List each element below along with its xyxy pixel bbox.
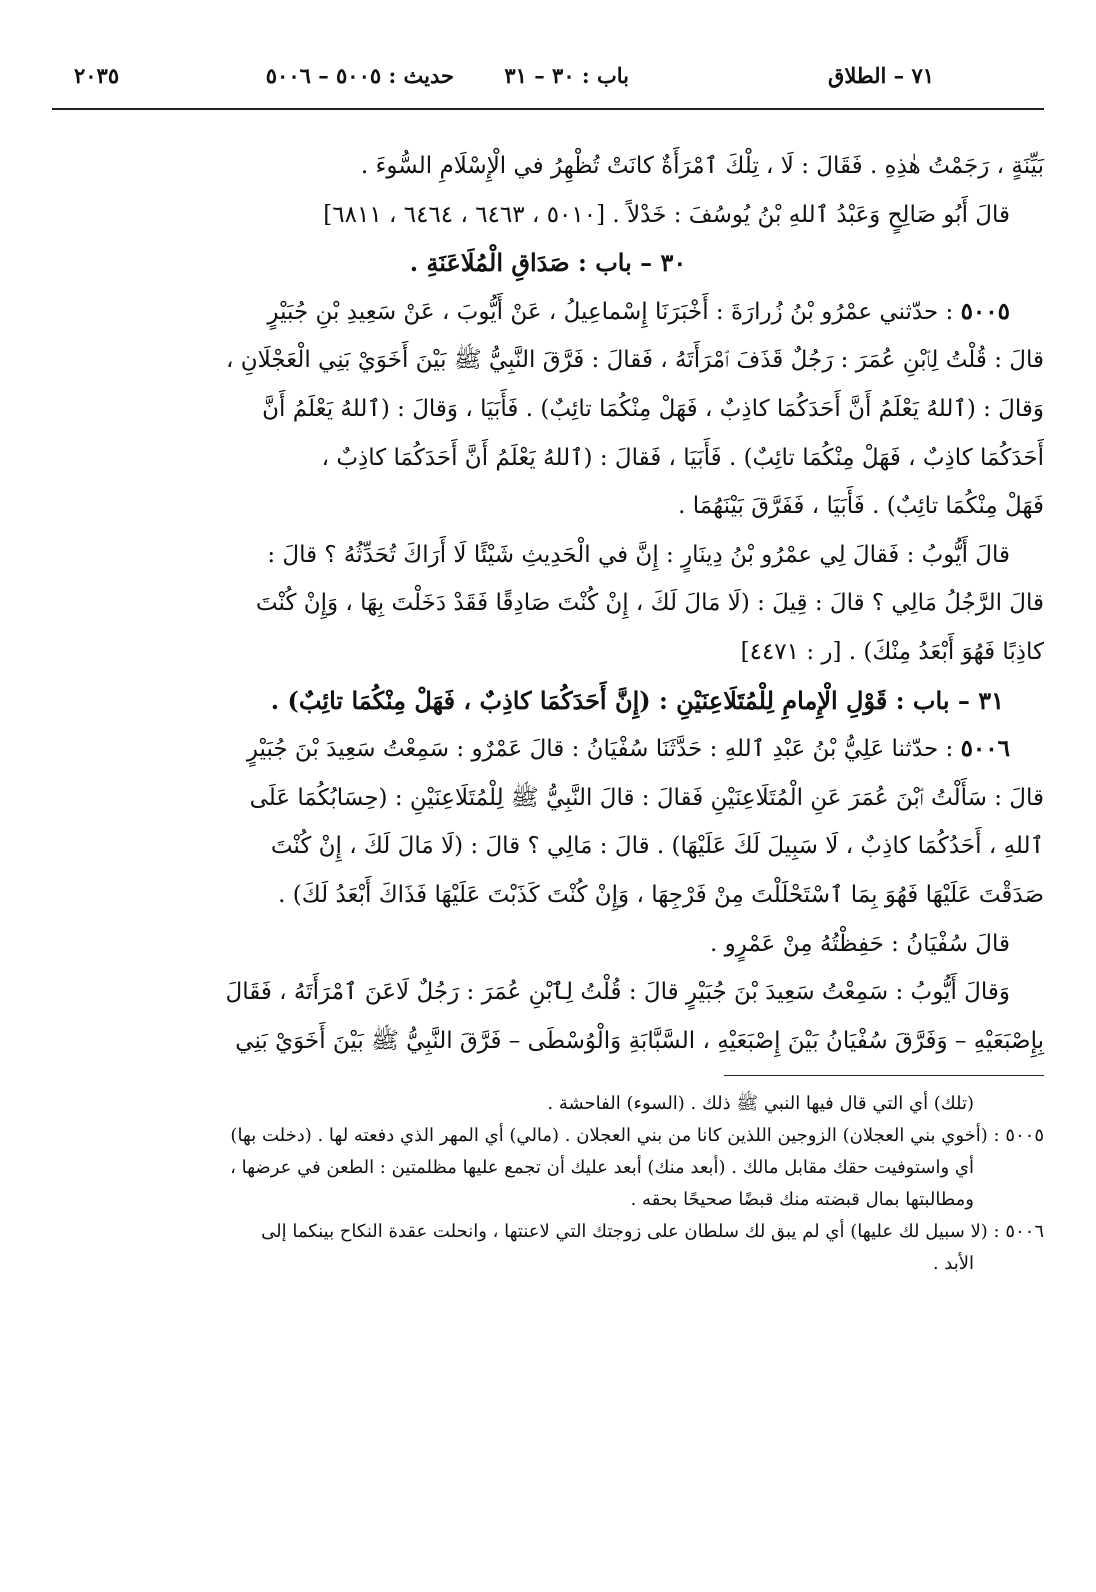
text-line: قالَ أَيُّوبُ : فَقالَ لِي عمْرُو بْنُ دِينَارٍ : إِنَّ في الْحَدِيثِ شَيْئًا لَا أَرَاكَ تُحَدِّثُهُ ؟ قالَ : xyxy=(267,541,1010,568)
footnote-line: الأبد . xyxy=(932,1253,974,1275)
text-line: قالَ سُفْيَانُ : حَفِظْتُهُ مِنْ عَمْرٍو . xyxy=(709,930,1010,957)
footnote-line: أي واستوفيت حقك مقابل مالك . (أبعد منك) أبعد عليك أن تجمع عليها مظلمتين : الطعن في عرضها ، xyxy=(230,1157,974,1179)
text-line: بَيِّنَةٍ ، رَجَمْتُ هٰذِهِ . فَقَالَ : لَا ، تِلْكَ ٱمْرَأَةٌ كانَتْ تُظْهِرُ في الْإِسْلَامِ السُّوءَ . xyxy=(360,153,1044,179)
text-line: كاذِبًا فَهُوَ أَبْعَدُ مِنْكَ) . [ر : ٤٤٧١] xyxy=(740,638,1044,665)
header-rule xyxy=(52,108,1044,110)
text-line: بِإِصْبَعَيْهِ – وَفَرَّقَ سُفْيَانُ بَيْنَ إِصْبَعَيْهِ ، السَّبَّابَةِ وَالْوُسْطَى – فَرَّقَ النَّبِيُّ ﷺ بَيْنَ أَخَوَيْ بَنِي xyxy=(235,1027,1044,1054)
text-line: : حدّثنا عَلِيُّ بْنُ عَبْدِ ٱللهِ : حَدَّثَنَا سُفْيَانُ : قالَ عَمْرٌو : سَمِعْتُ سَعِيدَ بْنَ جُبَيْرٍ xyxy=(246,736,961,763)
footnote-line: ٥٠٠٦ : (لا سبيل لك عليها) أي لم يبق لك سلطان على زوجتك التي لاعنتها ، وانحلت عقدة النكاح بينكما إلى xyxy=(261,1221,1044,1243)
chapter-title: ٧١ – الطلاق xyxy=(828,63,934,88)
text-line: فَهَلْ مِنْكُمَا تائِبٌ) . فَأَبَيَا ، فَفَرَّقَ بَيْنَهُمَا . xyxy=(678,493,1044,520)
text-line: قالَ أَبُو صَالِحٍ وَعَبْدُ ٱللهِ بْنُ يُوسُفَ : خَدْلاً . [٥٠١٠ ، ٦٤٦٣ ، ٦٤٦٤ ، ٦٨١١] xyxy=(323,201,1010,228)
text-line: : حدّثني عمْرُو بْنُ زُرارَةَ : أَخْبَرَنَا إِسْماعِيلُ ، عَنْ أَيُّوبَ ، عَنْ سَعِيدِ بْنِ جُبَيْرٍ xyxy=(267,298,961,325)
text-line: قالَ : قُلْتُ لِٱبْنِ عُمَرَ : رَجُلٌ قَذَفَ ٱمْرَأَتَهُ ، فَقالَ : فَرَّقَ النَّبِيُّ ﷺ بَيْنَ أَخَوَيْ بَنِي الْعَجْلَانِ ، xyxy=(226,347,1044,374)
chapter-heading-31: ٣١ – باب : قَوْلِ الْإِمامِ لِلْمُتَلَاعِنَيْنِ : (إِنَّ أَحَدَكُمَا كاذِبٌ ، فَهَلْ مِنْكُمَا تائِبٌ) . xyxy=(270,685,1004,715)
hadith-5005-first-line xyxy=(52,288,1044,337)
text-line: وَقالَ أَيُّوبُ : سَمِعْتُ سَعِيدَ بْنَ جُبَيْرٍ قالَ : قُلْتُ لِٱبْنِ عُمَرَ : رَجُلٌ لَاعَنَ ٱمْرَأَتَهُ ، فَقَالَ xyxy=(225,979,1010,1006)
hadith-number: ٥٠٠٥ xyxy=(960,297,1010,325)
hadith-5006-first-line xyxy=(52,725,1044,774)
footnotes xyxy=(52,1088,1044,1280)
text-line: ٱللهِ ، أَحَدُكُمَا كاذِبٌ ، لَا سَبِيلَ لَكَ عَلَيْهَا) . قالَ : مَالِي ؟ قالَ : (لَا مَالَ لَكَ ، إِنْ كُنْتَ xyxy=(270,833,1044,860)
footnote-line: ٥٠٠٥ : (أخوي بني العجلان) الزوجين اللذين كانا من بني العجلان . (مالي) أي المهر الذي دفعته لها . (دخلت بها) xyxy=(230,1125,1044,1147)
footnote-line: ومطالبتها بمال قبضته منك قبضًا صحيحًا بحقه . xyxy=(630,1189,974,1211)
footnote-line: (تلك) أي التي قال فيها النبي ﷺ ذلك . (السوء) الفاحشة . xyxy=(547,1093,974,1115)
bab-range: باب : ٣٠ – ٣١ xyxy=(504,63,629,88)
text-line: صَدَقْتَ عَلَيْهَا فَهُوَ بِمَا ٱسْتَحْلَلْتَ مِنْ فَرْجِهَا ، وَإِنْ كُنْتَ كَذَبْتَ عَلَيْهَا فَذَاكَ أَبْعَدُ لَكَ) . xyxy=(278,881,1044,908)
text-line: قالَ : سَأَلْتُ ٱبْنَ عُمَرَ عَنِ الْمُتَلَاعِنَيْنِ فَقالَ : قالَ النَّبِيُّ ﷺ لِلْمُتَلَاعِنَيْنِ : (حِسَابُكُمَا عَلَى xyxy=(249,784,1044,811)
text-line: وَقالَ : (ٱللهُ يَعْلَمُ أَنَّ أَحَدَكُمَا كاذِبٌ ، فَهَلْ مِنْكُمَا تائِبٌ) . فَأَبَيَا ، وَقالَ : (ٱللهُ يَعْلَمُ أَنَّ xyxy=(262,395,1044,422)
page-number: ٢٠٣٥ xyxy=(74,63,120,88)
chapter-heading-30: ٣٠ – باب : صَدَاقِ الْمُلَاعَنَةِ . xyxy=(409,248,687,278)
text-line: قالَ الرَّجُلُ مَالِي ؟ قالَ : قِيلَ : (لَا مَالَ لَكَ ، إِنْ كُنْتَ صَادِقًا فَقَدْ دَخَلْتَ بِهَا ، وَإِنْ كُنْتَ xyxy=(255,590,1044,617)
hadith-number: ٥٠٠٦ xyxy=(960,735,1010,763)
main-text xyxy=(52,142,1044,1065)
text-line: أَحَدَكُمَا كاذِبٌ ، فَهَلْ مِنْكُمَا تائِبٌ) . فَأَبَيَا ، فَقالَ : (ٱللهُ يَعْلَمُ أَنَّ أَحَدَكُمَا كاذِبٌ ، xyxy=(321,444,1044,471)
running-header xyxy=(52,56,1044,96)
footnote-rule xyxy=(724,1075,1044,1076)
hadith-range: حديث : ٥٠٠٥ – ٥٠٠٦ xyxy=(265,63,454,88)
